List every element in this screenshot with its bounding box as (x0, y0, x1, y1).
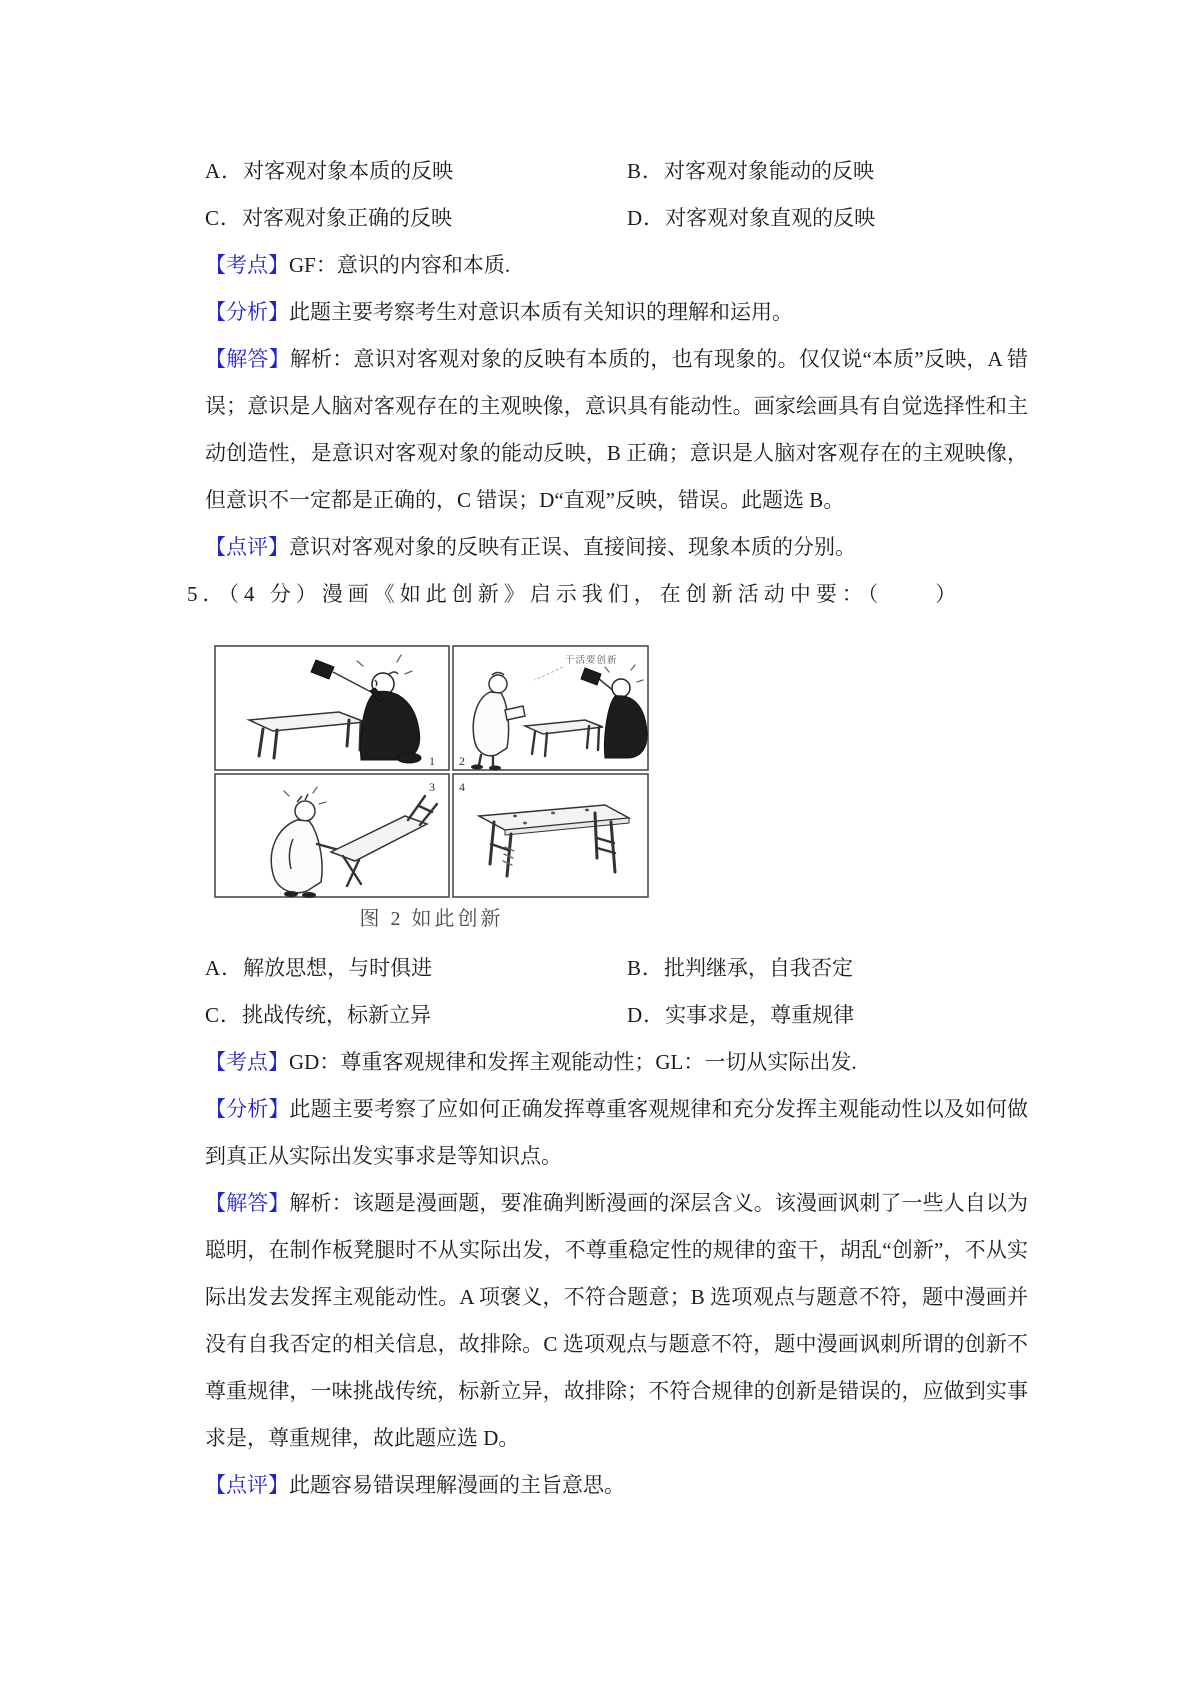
comic-panel-2 (459, 654, 647, 771)
comic-panel-1 (249, 655, 435, 768)
kaodian-text: GD：尊重客观规律和发挥主观能动性；GL：一切从实际出发. (289, 1050, 857, 1074)
q4-jieda (205, 336, 1028, 524)
panel-1-number: 1 (429, 754, 435, 768)
q4-option-d (627, 195, 1028, 242)
jieda-label: 【解答】 (205, 1191, 290, 1215)
panel-3-number: 3 (429, 780, 435, 794)
option-key: B． (627, 956, 665, 980)
comic-panel-4-frame (453, 774, 648, 897)
comic-image (213, 644, 650, 899)
q5-fenxi (205, 1086, 1028, 1180)
dianping-text: 此题容易错误理解漫画的主旨意思。 (289, 1473, 625, 1497)
option-key: D． (627, 206, 666, 230)
option-key: D． (627, 1003, 666, 1027)
q4-options-row-1 (205, 148, 1028, 195)
comic-figure (213, 644, 650, 939)
q5-option-d (627, 992, 1028, 1039)
kaodian-label: 【考点】 (205, 253, 289, 277)
comic-panel-3 (271, 780, 437, 898)
panel-4-number: 4 (459, 780, 465, 794)
q4-kaodian (205, 242, 1028, 289)
option-key: A． (205, 956, 244, 980)
q4-dianping (205, 524, 1028, 571)
comic-panel-4 (459, 780, 629, 876)
q5-kaodian (205, 1039, 1028, 1086)
q4-option-c (205, 195, 627, 242)
fenxi-text: 此题主要考察考生对意识本质有关知识的理解和运用。 (289, 300, 793, 324)
fenxi-label: 【分析】 (205, 1097, 290, 1121)
panel-2-number: 2 (459, 754, 465, 768)
option-text: 挑战传统，标新立异 (242, 1003, 432, 1027)
q4-option-a (205, 148, 627, 195)
dianping-label: 【点评】 (205, 535, 289, 559)
q5-option-b (627, 945, 1028, 992)
option-key: C． (205, 1003, 243, 1027)
option-text: 对客观对象能动的反映 (664, 159, 875, 183)
q5-option-a (205, 945, 627, 992)
option-text: 批判继承，自我否定 (664, 956, 854, 980)
q5-options-row-1 (205, 945, 1028, 992)
comic-caption: 图 2 如此创新 (359, 908, 504, 930)
q5-options-row-2 (205, 992, 1028, 1039)
q4-fenxi (205, 289, 1028, 336)
kaodian-text: GF：意识的内容和本质. (289, 253, 511, 277)
dianping-label: 【点评】 (205, 1473, 289, 1497)
q5-dianping (205, 1462, 1028, 1509)
option-text: 对客观对象直观的反映 (665, 206, 876, 230)
jieda-text: 解析：意识对客观对象的反映有本质的，也有现象的。仅仅说“本质”反映，A 错误；意识是人脑对客观存在的主观映像，意识具有能动性。画家绘画具有自觉选择性和主动创造性，是意识对客观对象的能动反映，B 正确；意识是人脑对客观存在的主观映像，但意识不一定都是正确的，C 错误；D“直观”反映，错误。此题选 B。 (205, 347, 1029, 512)
q4-options-row-2 (205, 195, 1028, 242)
speech-text: 干活要创新 (565, 656, 618, 666)
dianping-text: 意识对客观对象的反映有正误、直接间接、现象本质的分别。 (289, 535, 856, 559)
comic-panel-3-frame (215, 774, 449, 897)
kaodian-label: 【考点】 (205, 1050, 289, 1074)
q4-option-b (627, 148, 1028, 195)
option-key: B． (627, 159, 665, 183)
jieda-label: 【解答】 (205, 347, 290, 371)
option-text: 解放思想，与时俱进 (243, 956, 433, 980)
option-text: 实事求是，尊重规律 (665, 1003, 855, 1027)
fenxi-text: 此题主要考察了应如何正确发挥尊重客观规律和充分发挥主观能动性以及如何做到真正从实际出发实事求是等知识点。 (205, 1097, 1028, 1168)
fenxi-label: 【分析】 (205, 300, 289, 324)
question-5-stem: 5．（4 分）漫画《如此创新》启示我们，在创新活动中要：（ ） (187, 582, 962, 606)
option-text: 对客观对象正确的反映 (242, 206, 453, 230)
option-key: A． (205, 159, 244, 183)
q5-jieda (205, 1180, 1028, 1462)
option-text: 对客观对象本质的反映 (243, 159, 454, 183)
jieda-text: 解析：该题是漫画题，要准确判断漫画的深层含义。该漫画讽刺了一些人自以为聪明，在制作板凳腿时不从实际出发，不尊重稳定性的规律的蛮干，胡乱“创新”，不从实际出发去发挥主观能动性。A 项褒义，不符合题意；B 选项观点与题意不符，题中漫画并没有自我否定的相关信息，故排除。C 选项观点与题意不符，题中漫画讽刺所谓的创新不尊重规律，一味挑战传统，标新立异，故排除；不符合规律的创新是错误的，应做到实事求是，尊重规律，故此题应选 D。 (205, 1191, 1028, 1450)
q5-option-c (205, 992, 627, 1039)
option-key: C． (205, 206, 243, 230)
